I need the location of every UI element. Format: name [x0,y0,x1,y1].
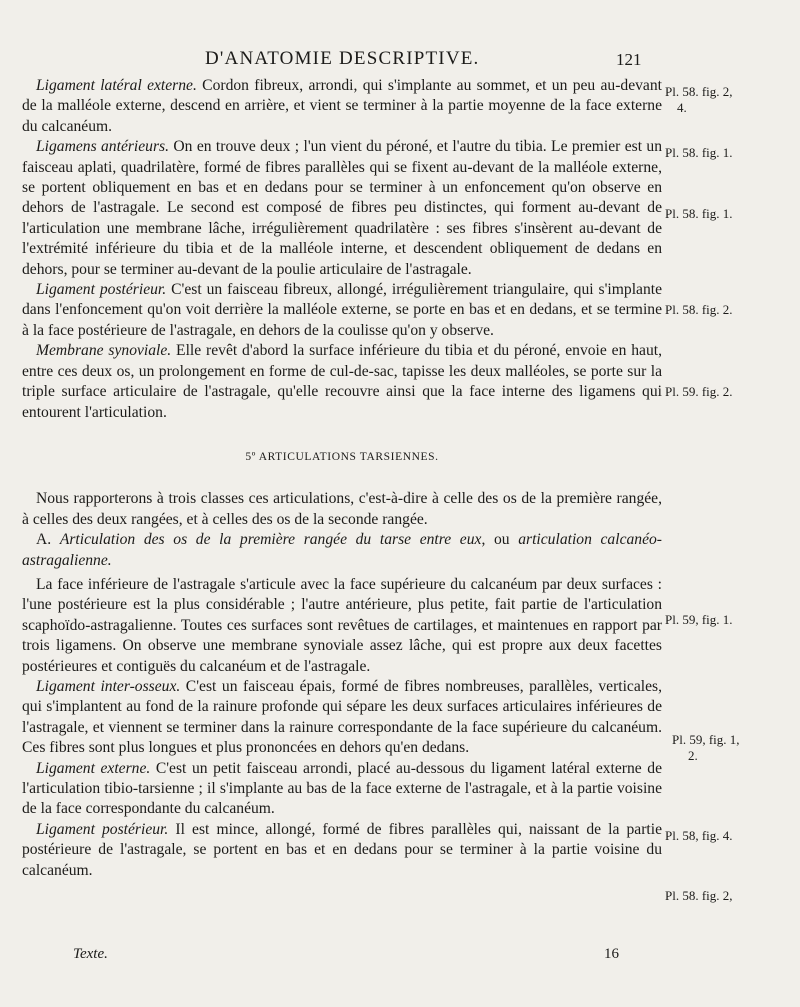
paragraph-ligamens-anterieurs [22,137,662,280]
page-number: 121 [616,50,642,69]
main-text [22,76,662,881]
paragraph-ligament-externe [22,759,662,820]
margin-reference: Pl. 58. fig. 2, [665,888,733,903]
paragraph-text: Cordon fibreux, arrondi, qui s'implante au sommet, et un peu au-devant de la malléole externe, descend en arrière, et vient se terminer à la partie moyenne de la face externe du calcanéum. [22,77,662,135]
sub-heading-separator: , ou [481,531,519,549]
paragraph-text: C'est un faisceau fibreux, allongé, irrégulièrement triangulaire, qui s'implante dans l'enfoncement qu'on voit derrière la malléole externe, se porte en bas et en dedans, et se termine à la face postérieure de l'astragale, en dehors de la coulisse qu'on y observe. [22,281,662,339]
margin-reference: 2. [688,748,698,763]
paragraph-ligament-lateral-externe [22,76,662,137]
page-header [0,48,800,72]
sub-heading-title: Articulation des os de la première rangée du tarse entre eux [59,531,482,549]
section-intro: Nous rapporterons à trois classes ces articulations, c'est-à-dire à celle des os de la première rangée, à celles des deux rangées, et à celles des os de la seconde rangée. [22,490,662,528]
paragraph-ligament-posterieur [22,280,662,341]
paragraph-text: Il est mince, allongé, formé de fibres parallèles qui, naissant de la partie postérieure de l'astragale, se portent en bas et en dedans pour se terminer à la partie voisine du calcanéum. [22,820,662,879]
margin-reference: 4. [677,100,687,115]
paragraph-ligament-posterieur-2 [22,820,662,881]
margin-reference: Pl. 58, fig. 4. [665,828,733,843]
paragraph-text: Elle revêt d'abord la surface inférieure du tibia et du péroné, envoie en haut, entre ces deux os, un prolongement en forme de cul-de-sac, tapisse les deux malléoles, se porte sur la triple surface articulaire de l'astragale, qu'elle recouvre ainsi que la face interne des ligamens qui entourent l'articulation. [22,342,662,421]
paragraph-membrane-synoviale [22,341,662,423]
section-heading: 5º ARTICULATIONS TARSIENNES. [245,450,439,463]
margin-reference: Pl. 58. fig. 2, [665,84,733,99]
margin-reference: Pl. 59, fig. 1. [665,612,733,627]
paragraph-text: C'est un petit faisceau arrondi, placé au-dessous du ligament latéral externe de l'articulation tibio-tarsienne ; il s'implante au bas de la face externe de l'astragale, et à la partie voisine de la face correspondante du calcanéum. [22,759,662,818]
running-title: D'ANATOMIE DESCRIPTIVE. [205,48,480,69]
paragraph-term: Ligamens antérieurs. [36,138,170,156]
sub-heading-prefix: A. [36,531,52,549]
paragraph-term: Ligament postérieur. [36,281,167,299]
paragraph-term: Ligament externe. [36,759,151,777]
paragraph-face-inferieure [22,575,662,677]
signature-mark: Texte. [73,946,108,962]
paragraph-term: Ligament postérieur. [36,820,169,838]
paragraph-term: Ligament latéral externe. [36,77,197,94]
paragraph-term: Membrane synoviale. [36,342,172,360]
signature-number: 16 [604,946,619,962]
paragraph-text: La face inférieure de l'astragale s'articule avec la face supérieure du calcanéum par deux surfaces : l'une postérieure est la plus considérable ; l'autre antérieure, plus petite, fait partie de l'articulation scaphoïdo-astragalienne. Toutes ces surfaces sont revêtues de cartilages, et maintenues en rapport par trois ligamens. On observe une membrane synoviale assez lâche, qui est propre aux deux facettes postérieures et contiguës du calcanéum et de l'astragale. [22,575,662,675]
margin-reference: Pl. 58. fig. 2. [665,302,733,317]
sub-heading [22,530,662,571]
sub-heading-alt-title: articulation calcanéo-astragalienne. [22,531,662,569]
paragraph-text: C'est un faisceau épais, formé de fibres nombreuses, parallèles, verticales, qui s'implantent au fond de la rainure profonde qui sépare les deux surfaces articulaires inférieures de l'astragale, et viennent se terminer dans la rainure correspondante de la face supérieure du calcanéum. Ces fibres sont plus longues et plus prononcées en dehors qu'en dedans. [22,677,662,757]
paragraph-text: On en trouve deux ; l'un vient du péroné, et l'autre du tibia. Le premier est un faisceau aplati, quadrilatère, formé de fibres parallèles qui se fixent au-devant de la malléole externe, se portent obliquement en bas et en dedans pour se terminer à un enfoncement qu'on observe en dehors de l'astragale. Le second est composé de fibres peu distinctes, qui forment au-devant de l'articulation une membrane lâche, irrégulièrement quadrilatère : ses fibres s'insèrent au-devant de l'extrémité inférieure du tibia et de la malléole interne, et descendent obliquement de dedans en dehors, pour se terminer au-devant de la poulie articulaire de l'astragale. [22,138,663,278]
margin-reference: Pl. 58. fig. 1. [665,206,733,221]
paragraph-term: Ligament inter-osseux. [36,677,181,695]
margin-reference: Pl. 59, fig. 1, [672,732,740,747]
paragraph-ligament-inter-osseux [22,677,662,759]
margin-reference: Pl. 58. fig. 1. [665,145,733,160]
margin-reference: Pl. 59. fig. 2. [665,384,733,399]
